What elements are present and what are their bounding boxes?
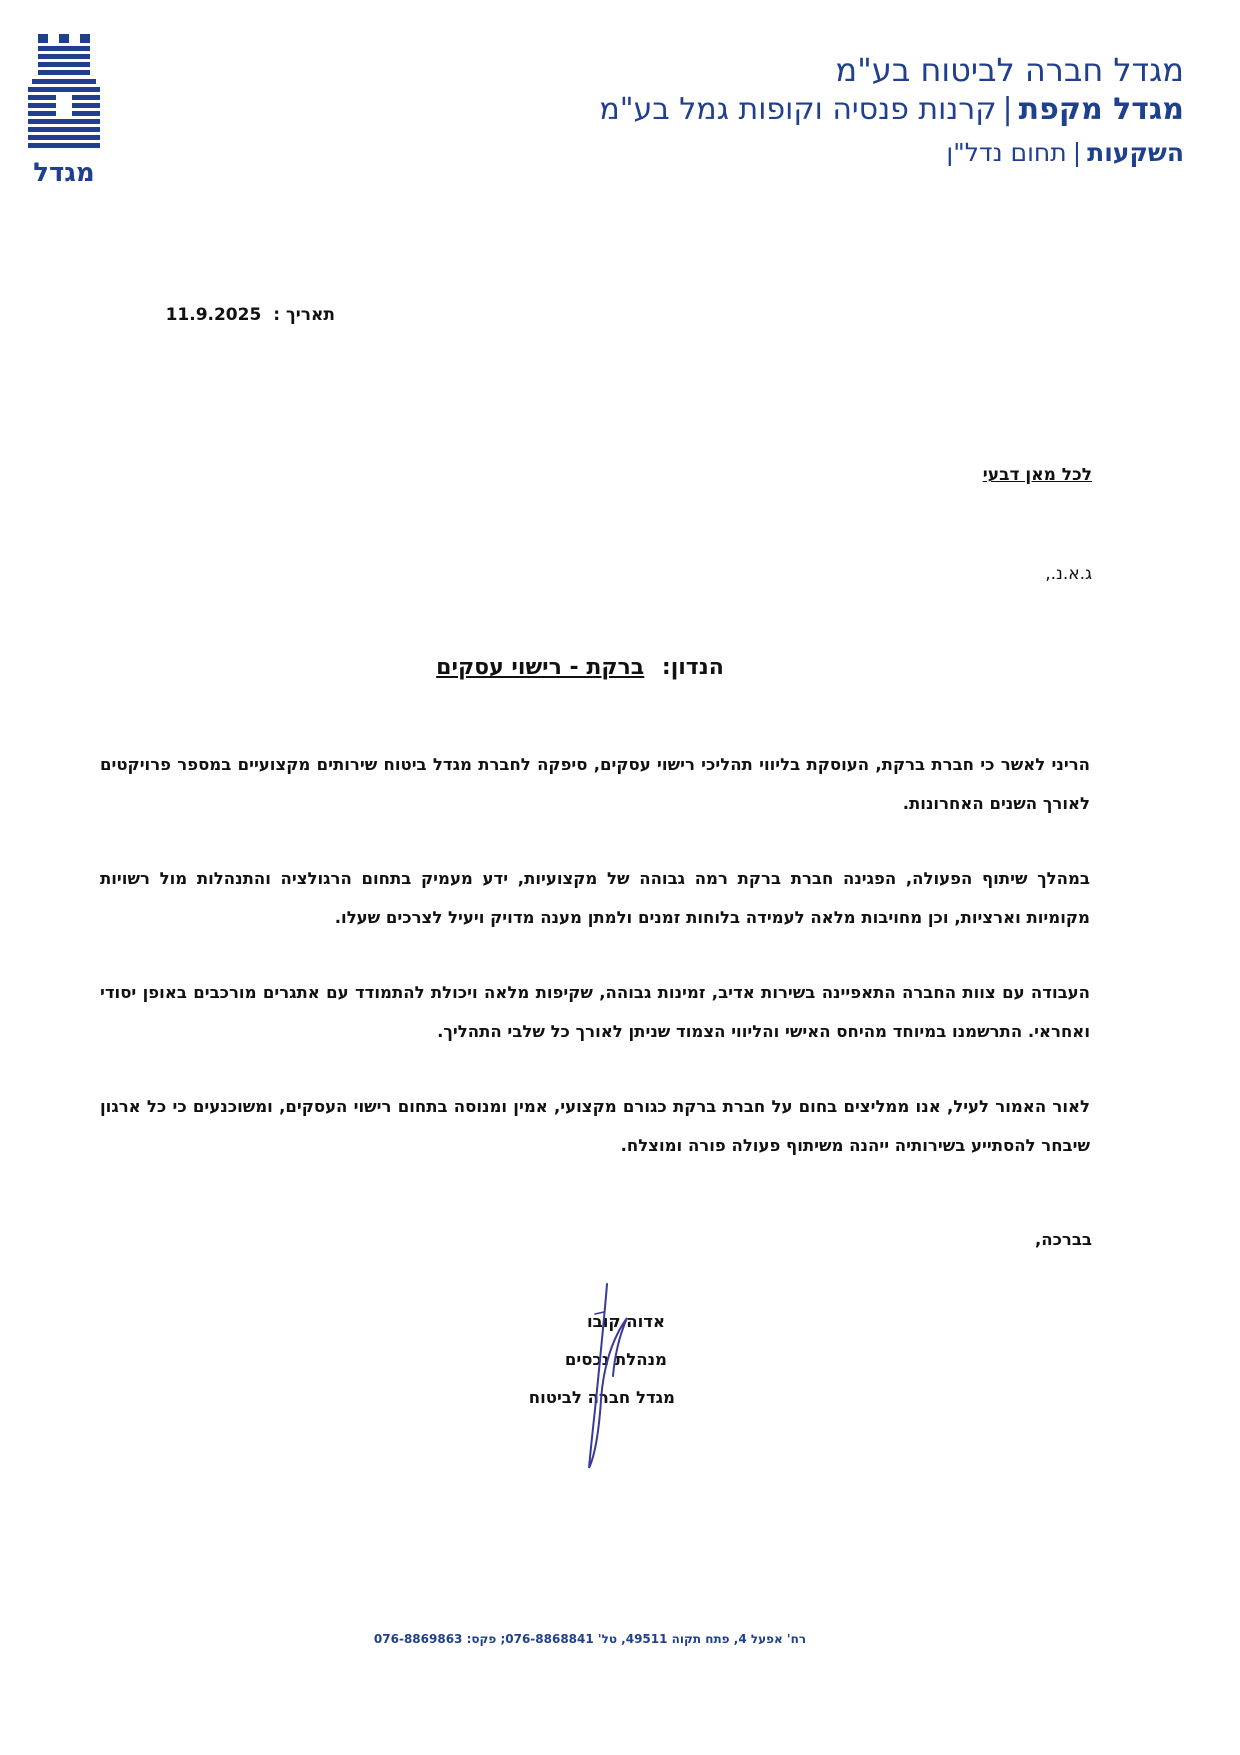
closing-greeting: בברכה, [1034, 1230, 1092, 1249]
letterhead [484, 50, 1184, 170]
subject-value: ברקת - רישוי עסקים [436, 655, 645, 680]
letter-date [166, 305, 335, 325]
department-sub: תחום נדל"ן [946, 138, 1067, 167]
header-separator: | [1002, 92, 1013, 127]
letter-body [100, 745, 1090, 1165]
body-paragraph: הריני לאשר כי חברת ברקת, העוסקת בליווי תהליכי רישוי עסקים, סיפקה לחברת מגדל ביטוח שירותים מקצועיים במספר פרויקטים לאורך השנים האחרונות. [100, 755, 1090, 813]
addressee: לכל מאן דבעי [982, 465, 1092, 485]
company-name-primary: מגדל חברה לביטוח בע"מ [835, 51, 1184, 89]
company-name-secondary [484, 90, 1184, 130]
signature-block [529, 1303, 675, 1417]
department-name: השקעות [1087, 138, 1184, 167]
date-value: 11.9.2025 [165, 305, 262, 325]
signatory-role: מנהלת נכסים [564, 1350, 667, 1369]
signatory-company: מגדל חברה לביטוח [528, 1388, 675, 1407]
body-paragraph: העבודה עם צוות החברה התאפיינה בשירות אדיב, זמינות גבוהה, שקיפות מלאה ויכולת להתמודד עם אתגרים מורכבים באופן יסודי ואחראי. התרשמנו במיוחד מהיחס האישי והליווי הצמוד שניתן לאורך כל שלבי התהליך. [100, 983, 1090, 1041]
subject-label: הנדון: [661, 655, 724, 680]
date-label: תאריך : [273, 305, 335, 325]
signatory-name: אדוה קובו [587, 1312, 665, 1331]
body-paragraph: במהלך שיתוף הפעולה, הפגינה חברת ברקת רמה גבוהה של מקצועיות, ידע מעמיק בתחום הרגולציה והתנהלות מול רשויות מקומיות וארציות, וכן מחויבות מלאה לעמידה בלוחות זמנים ולמתן מענה מדויק ויעיל לצרכים שעלו. [100, 869, 1090, 927]
body-paragraph: לאור האמור לעיל, אנו ממליצים בחום על חברת ברקת כגורם מקצועי, אמין ומנוסה בתחום רישוי העסקים, ומשוכנעים כי כל ארגון שיבחר להסתייע בשירותיה ייהנה משיתוף פעולה פורה ומוצלח. [100, 1097, 1090, 1155]
department-separator: | [1072, 138, 1082, 167]
tower-icon [24, 34, 104, 159]
department-line [484, 136, 1184, 170]
footer-contact: רח' אפעל 4, פתח תקוה 49511, טל' 076-8868841; פקס: 076-8869863 [373, 1632, 807, 1646]
company-logo [24, 34, 104, 188]
salutation: ג.א.נ., [1045, 564, 1092, 584]
company-name-secondary-rest: קרנות פנסיה וקופות גמל בע"מ [599, 92, 997, 127]
company-name-secondary-bold: מגדל מקפת [1018, 92, 1184, 127]
subject-line [0, 655, 1160, 680]
logo-wordmark: מגדל [33, 158, 95, 188]
